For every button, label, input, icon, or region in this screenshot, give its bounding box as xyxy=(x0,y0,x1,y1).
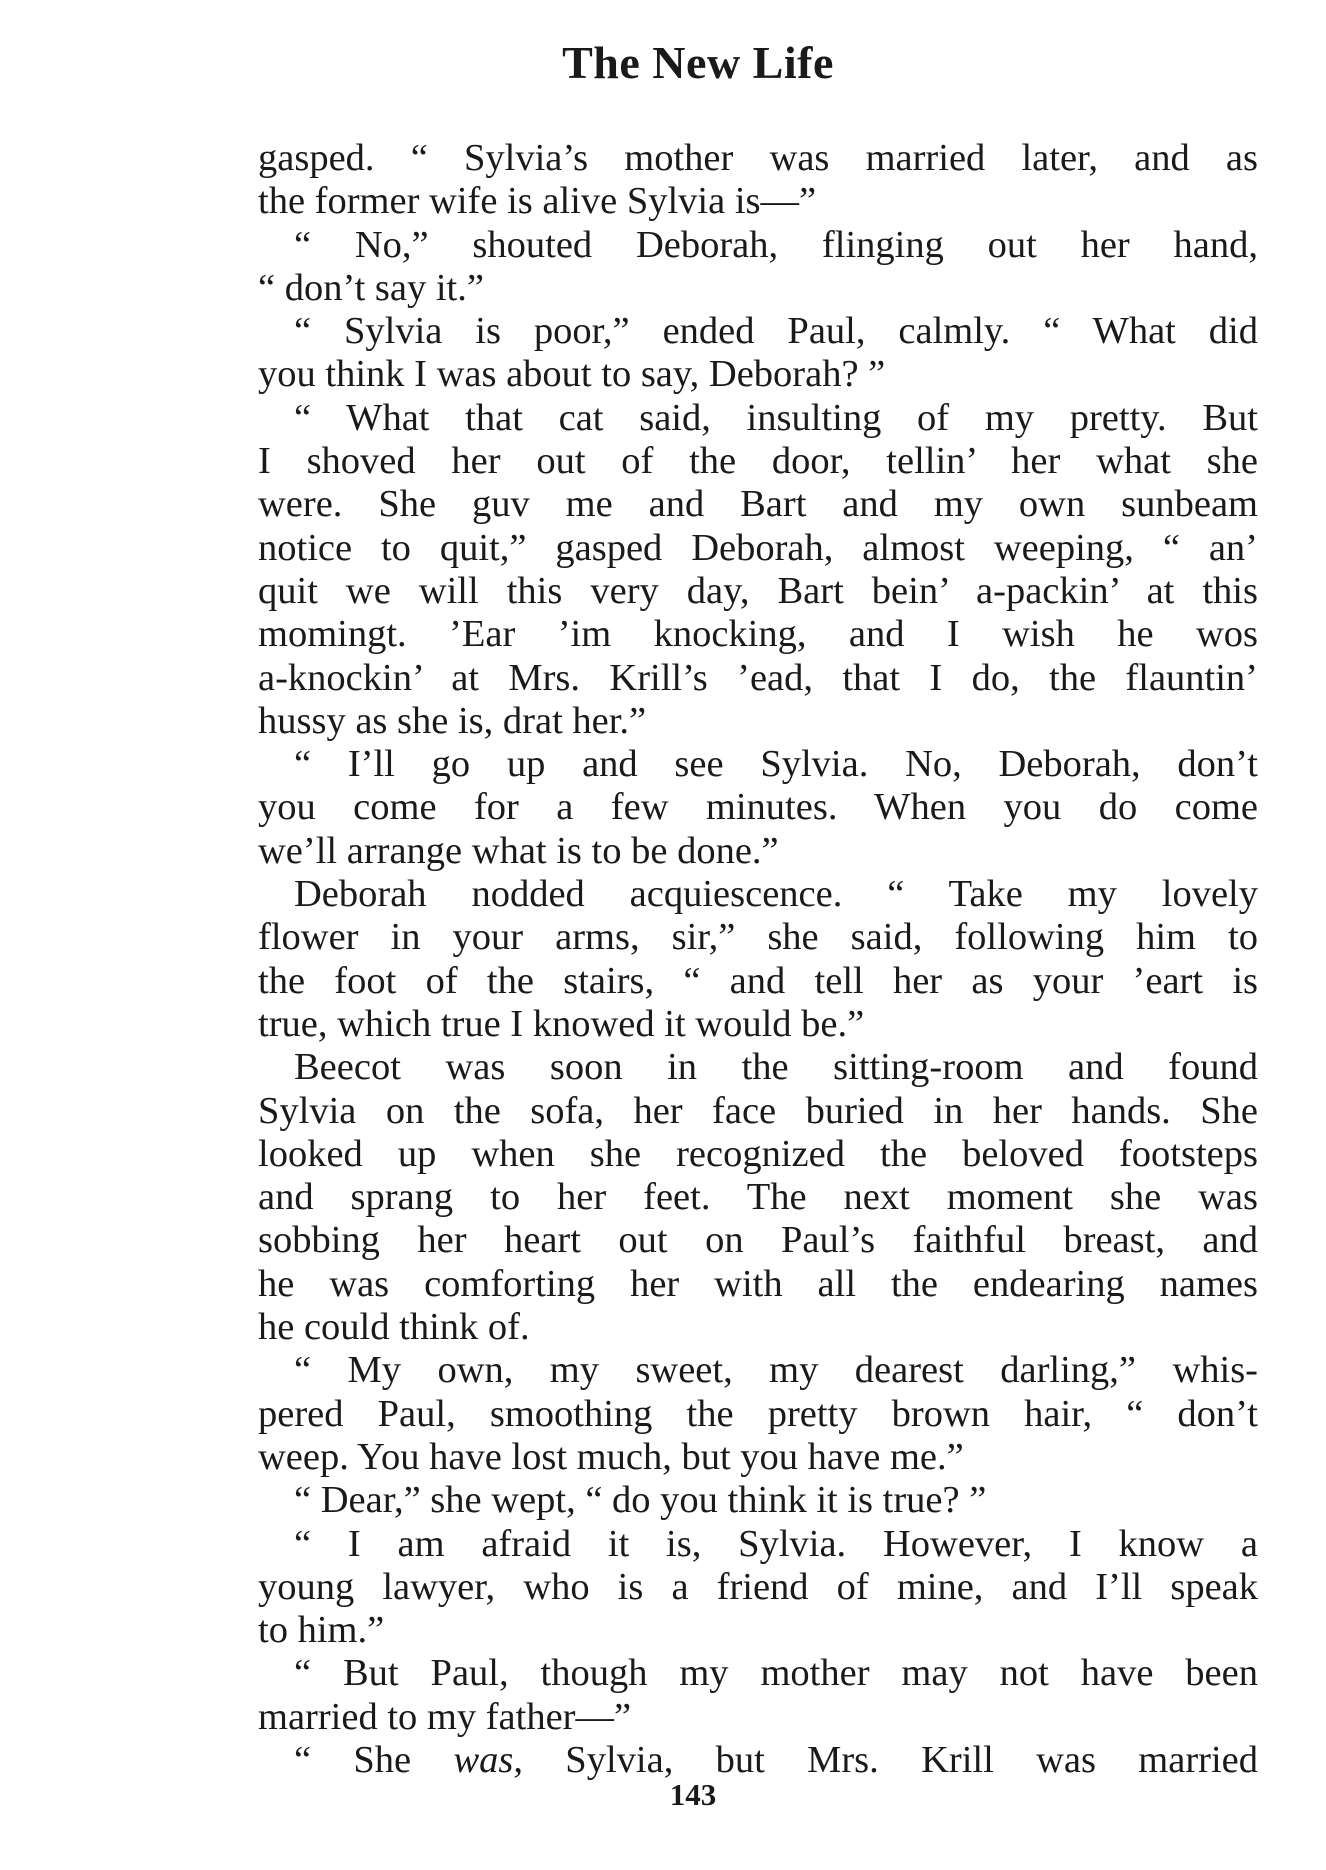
text-line: looked up when she recognized the beloved footsteps xyxy=(258,1132,1258,1175)
page-number xyxy=(0,1777,1326,1813)
text-line: Sylvia on the sofa, her face buried in her hands. She xyxy=(258,1089,1258,1132)
text-line: quit we will this very day, Bart bein’ a-packin’ at this xyxy=(258,569,1258,612)
text-line: he was comforting her with all the endearing names xyxy=(258,1262,1258,1305)
emphasis-was: was xyxy=(453,1738,514,1781)
page-number-text: 143 xyxy=(669,1777,717,1812)
text-line: weep. You have lost much, but you have me.” xyxy=(258,1435,964,1478)
text-line: the former wife is alive Sylvia is—” xyxy=(258,180,817,223)
text-line: “ Sylvia is poor,” ended Paul, calmly. “ What did xyxy=(294,310,1258,353)
text-line: were. She guv me and Bart and my own sunbeam xyxy=(258,483,1258,526)
text-line: and sprang to her feet. The next moment she was xyxy=(258,1176,1258,1219)
text-line: “ I am afraid it is, Sylvia. However, I know a xyxy=(294,1522,1258,1565)
text-line: momingt. ’Ear ’im knocking, and I wish he wos xyxy=(258,613,1258,656)
text-line: you come for a few minutes. When you do come xyxy=(258,786,1258,829)
text-line: “ don’t say it.” xyxy=(258,266,484,309)
text-line: “ But Paul, though my mother may not have been xyxy=(294,1652,1258,1695)
text-line: to him.” xyxy=(258,1609,385,1652)
text-line: flower in your arms, sir,” she said, following him to xyxy=(258,916,1258,959)
text-line: “ Dear,” she wept, “ do you think it is true? ” xyxy=(294,1479,987,1522)
body-text xyxy=(258,137,1258,1782)
text-line: married to my father—” xyxy=(258,1695,632,1738)
text-line: Beecot was soon in the sitting-room and found xyxy=(294,1046,1258,1089)
text-line: young lawyer, who is a friend of mine, and I’ll speak xyxy=(258,1565,1258,1608)
text-line: hussy as she is, drat her.” xyxy=(258,699,647,742)
text-line: I shoved her out of the door, tellin’ her what she xyxy=(258,440,1258,483)
text-line: “ What that cat said, insulting of my pretty. But xyxy=(294,396,1258,439)
text-line: “ I’ll go up and see Sylvia. No, Deborah, don’t xyxy=(294,743,1258,786)
text-line: the foot of the stairs, “ and tell her as your ’eart is xyxy=(258,959,1258,1002)
text-line: Deborah nodded acquiescence. “ Take my lovely xyxy=(294,873,1258,916)
text-line: sobbing her heart out on Paul’s faithful breast, and xyxy=(258,1219,1258,1262)
text-line: true, which true I knowed it would be.” xyxy=(258,1002,865,1045)
text-line: he could think of. xyxy=(258,1306,530,1349)
text-line: gasped. “ Sylvia’s mother was married later, and as xyxy=(258,137,1258,179)
text-line: we’ll arrange what is to be done.” xyxy=(258,829,779,872)
text-line: you think I was about to say, Deborah? ” xyxy=(258,353,886,396)
text-line: “ No,” shouted Deborah, flinging out her hand, xyxy=(294,223,1258,266)
text-line: pered Paul, smoothing the pretty brown hair, “ don’t xyxy=(258,1392,1258,1435)
running-head-title: The New Life xyxy=(562,37,834,88)
text-line: “ My own, my sweet, my dearest darling,” whis- xyxy=(294,1349,1258,1392)
text-line: “ She was, Sylvia, but Mrs. Krill was married xyxy=(294,1738,1258,1781)
running-head xyxy=(0,36,1326,89)
text-line: a-knockin’ at Mrs. Krill’s ’ead, that I do, the flauntin’ xyxy=(258,656,1258,699)
text-line: notice to quit,” gasped Deborah, almost weeping, “ an’ xyxy=(258,526,1258,569)
